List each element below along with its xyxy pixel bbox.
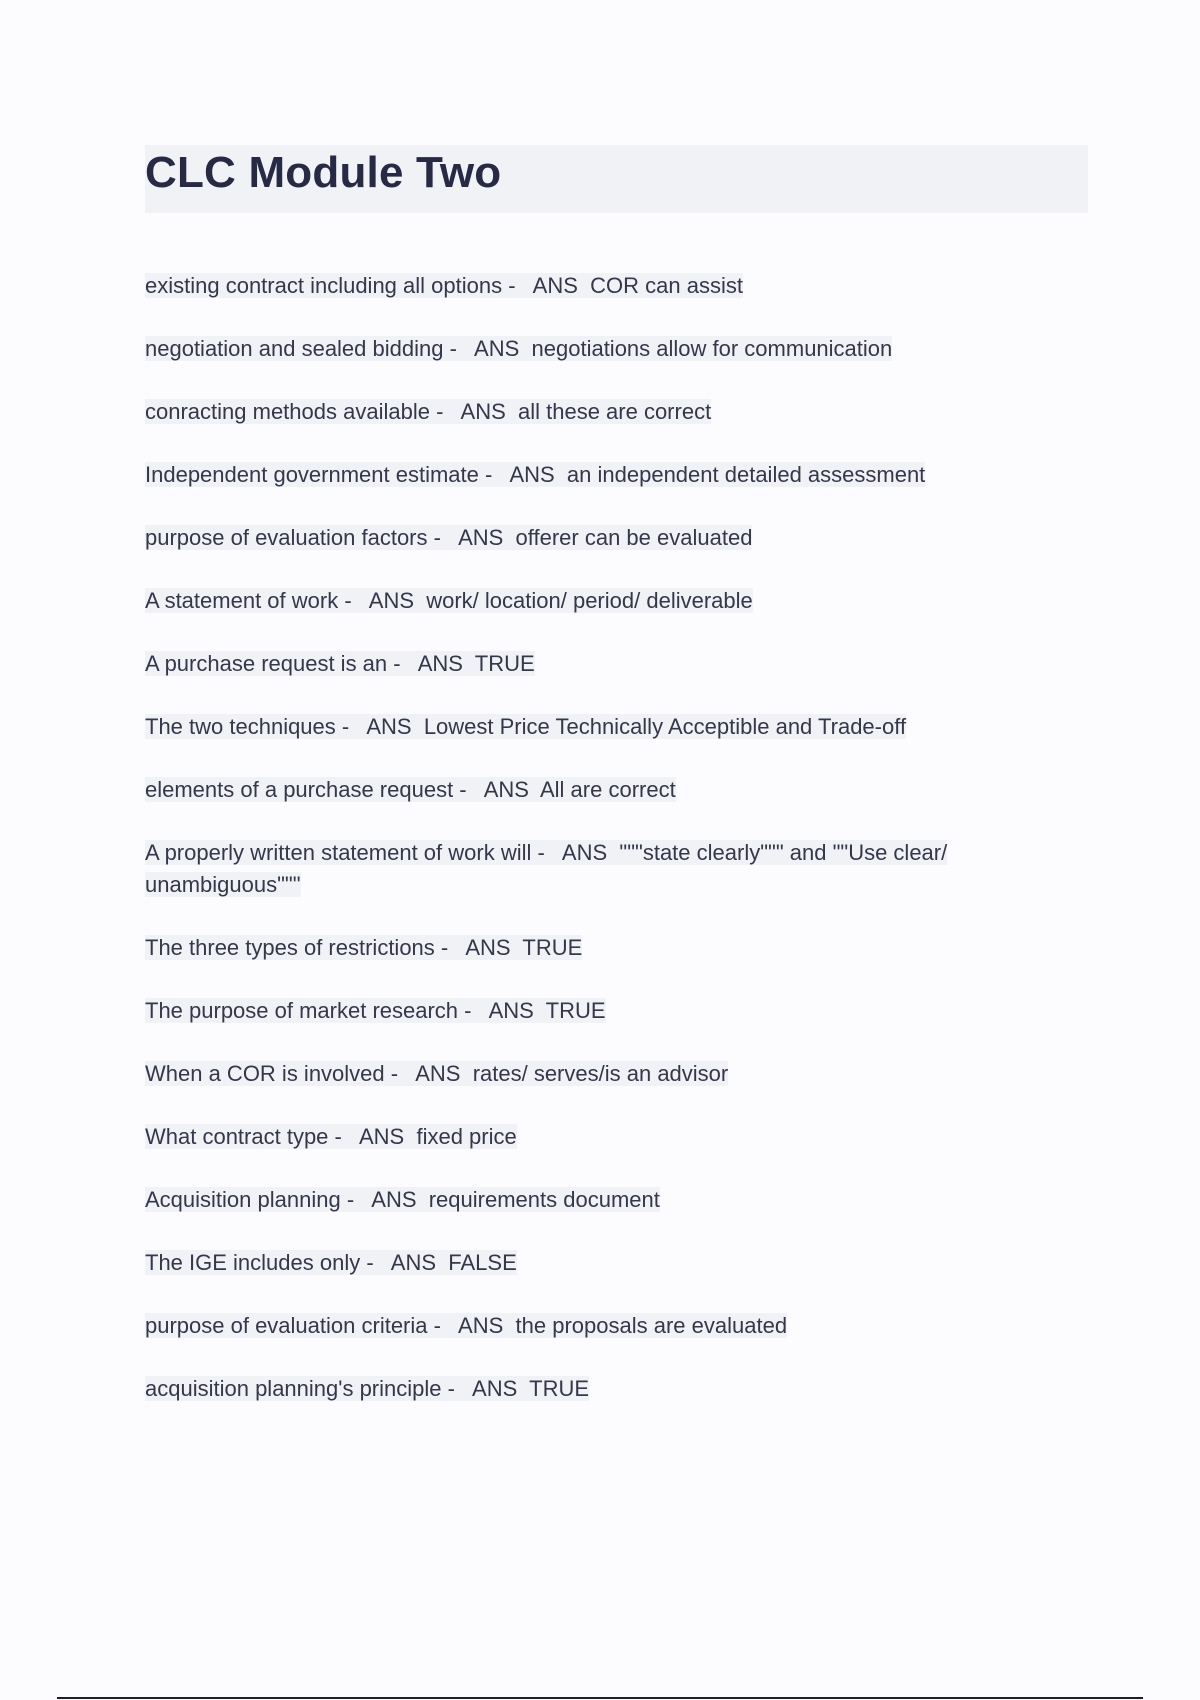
qa-answer: TRUE xyxy=(545,998,606,1023)
qa-answer: rates/ serves/is an advisor xyxy=(472,1061,729,1086)
qa-separator: - ANS xyxy=(443,336,532,361)
page-title: CLC Module Two xyxy=(145,148,502,197)
qa-separator: - ANS xyxy=(441,1376,530,1401)
qa-separator: - ANS xyxy=(478,462,567,487)
qa-answer: FALSE xyxy=(448,1250,517,1275)
qa-item xyxy=(145,1373,1045,1405)
qa-separator: - ANS xyxy=(427,525,516,550)
qa-question: Independent government estimate xyxy=(145,462,479,487)
qa-separator: - ANS xyxy=(434,935,523,960)
qa-item xyxy=(145,774,1045,806)
qa-question: A statement of work xyxy=(145,588,339,613)
qa-answer: negotiations allow for communication xyxy=(531,336,893,361)
qa-item xyxy=(145,1310,1045,1342)
qa-answer: offerer can be evaluated xyxy=(515,525,753,550)
qa-separator: - ANS xyxy=(328,1124,417,1149)
qa-separator: - ANS xyxy=(429,399,518,424)
qa-item xyxy=(145,1247,1045,1279)
qa-question: When a COR is involved xyxy=(145,1061,385,1086)
qa-answer: all these are correct xyxy=(517,399,712,424)
qa-separator: - ANS xyxy=(531,840,620,865)
qa-separator: - ANS xyxy=(427,1313,516,1338)
qa-question: A properly written statement of work will xyxy=(145,840,532,865)
qa-question: A purchase request is an xyxy=(145,651,388,676)
qa-item xyxy=(145,711,1045,743)
qa-question: The IGE includes only xyxy=(145,1250,361,1275)
qa-item xyxy=(145,932,1045,964)
qa-question: acquisition planning's principle xyxy=(145,1376,442,1401)
qa-question: The two techniques xyxy=(145,714,336,739)
qa-question: conracting methods available xyxy=(145,399,430,424)
qa-answer: TRUE xyxy=(522,935,583,960)
qa-item xyxy=(145,270,1045,302)
qa-answer: an independent detailed assessment xyxy=(566,462,926,487)
qa-answer: work/ location/ period/ deliverable xyxy=(426,588,753,613)
qa-item xyxy=(145,1121,1045,1153)
qa-answer: """state clearly""" and ""Use clear/ unambiguous""" xyxy=(145,840,948,897)
qa-item xyxy=(145,459,1045,491)
qa-separator: - ANS xyxy=(384,1061,473,1086)
qa-answer: COR can assist xyxy=(590,273,743,298)
qa-separator: - ANS xyxy=(502,273,591,298)
qa-question: existing contract including all options xyxy=(145,273,503,298)
qa-question: negotiation and sealed bidding xyxy=(145,336,444,361)
qa-answer: TRUE xyxy=(529,1376,590,1401)
qa-answer: All are correct xyxy=(540,777,676,802)
qa-answer: Lowest Price Technically Acceptible and Trade-off xyxy=(423,714,907,739)
qa-separator: - ANS xyxy=(335,714,424,739)
qa-list xyxy=(145,270,1045,1436)
qa-question: What contract type xyxy=(145,1124,329,1149)
qa-item xyxy=(145,1184,1045,1216)
qa-item xyxy=(145,333,1045,365)
qa-item xyxy=(145,1058,1045,1090)
qa-item xyxy=(145,396,1045,428)
qa-answer: the proposals are evaluated xyxy=(515,1313,788,1338)
qa-question: purpose of evaluation criteria xyxy=(145,1313,428,1338)
qa-item xyxy=(145,648,1045,680)
bottom-rule xyxy=(57,1697,1143,1699)
qa-question: elements of a purchase request xyxy=(145,777,454,802)
qa-item xyxy=(145,995,1045,1027)
qa-separator: - ANS xyxy=(387,651,475,676)
qa-separator: - ANS xyxy=(453,777,540,802)
qa-question: The purpose of market research xyxy=(145,998,459,1023)
qa-answer: requirements document xyxy=(428,1187,660,1212)
qa-separator: - ANS xyxy=(340,1187,429,1212)
qa-answer: fixed price xyxy=(416,1124,517,1149)
qa-separator: - ANS xyxy=(458,998,546,1023)
qa-question: Acquisition planning xyxy=(145,1187,341,1212)
qa-separator: - ANS xyxy=(338,588,427,613)
qa-separator: - ANS xyxy=(360,1250,449,1275)
qa-question: purpose of evaluation factors xyxy=(145,525,428,550)
qa-item xyxy=(145,522,1045,554)
qa-answer: TRUE xyxy=(474,651,535,676)
qa-question: The three types of restrictions xyxy=(145,935,435,960)
qa-item xyxy=(145,837,1045,901)
qa-item xyxy=(145,585,1045,617)
